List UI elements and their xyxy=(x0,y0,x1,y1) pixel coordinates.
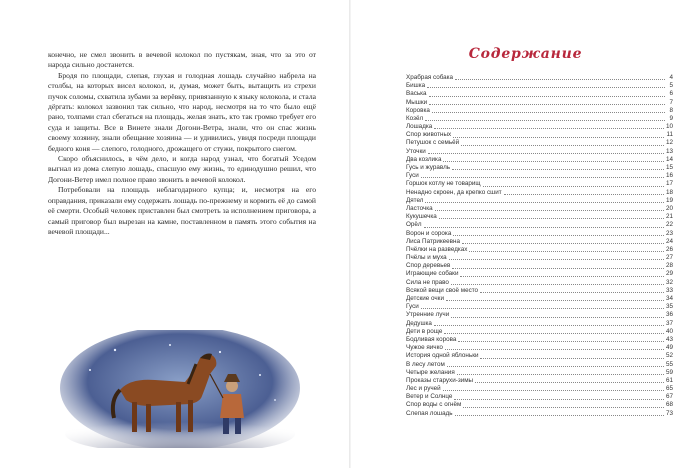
toc-leader-dots xyxy=(444,333,664,334)
toc-entry-page: 34 xyxy=(665,295,673,303)
toc-entry[interactable] xyxy=(406,180,673,188)
toc-entry-page: 36 xyxy=(665,311,673,319)
toc-entry[interactable] xyxy=(406,402,673,410)
toc-leader-dots xyxy=(451,284,664,285)
toc-entry-page: 73 xyxy=(665,409,673,417)
toc-entry-title: Кукушечка xyxy=(406,213,437,221)
toc-leader-dots xyxy=(427,87,665,88)
toc-entry-title: Чужое яичко xyxy=(406,344,443,352)
toc-entry[interactable] xyxy=(406,156,673,164)
toc-entry-page: 17 xyxy=(665,180,673,188)
toc-entry-page: 8 xyxy=(669,106,673,114)
toc-entry-page: 24 xyxy=(665,237,673,245)
toc-entry[interactable] xyxy=(406,123,673,131)
toc-leader-dots xyxy=(452,268,664,269)
toc-entry[interactable] xyxy=(406,189,673,197)
toc-entry-page: 18 xyxy=(665,188,673,196)
toc-entry-title: Мышки xyxy=(406,98,428,106)
toc-leader-dots xyxy=(480,358,664,359)
toc-entry-title: Гусь и журавль xyxy=(406,164,451,172)
toc-entry-title: Гуси xyxy=(406,172,419,180)
left-page xyxy=(0,0,349,468)
toc-entry-title: В лесу летом xyxy=(406,360,445,368)
toc-leader-dots xyxy=(452,169,664,170)
toc-leader-dots xyxy=(453,137,664,138)
toc-leader-dots xyxy=(421,177,664,178)
toc-leader-dots xyxy=(429,96,665,97)
toc-leader-dots xyxy=(449,259,664,260)
toc-leader-dots xyxy=(457,374,664,375)
toc-entry-page: 14 xyxy=(665,155,673,163)
toc-leader-dots xyxy=(425,120,665,121)
toc-entry-title: Горшок котлу не товарищ xyxy=(406,180,481,188)
toc-leader-dots xyxy=(434,325,664,326)
toc-entry-page: 68 xyxy=(665,401,673,409)
toc-entry-page: 67 xyxy=(665,393,673,401)
toc-entry-title: Пчёлки на разведках xyxy=(406,245,468,253)
toc-entry-page: 21 xyxy=(665,213,673,221)
toc-entry[interactable] xyxy=(406,320,673,328)
toc-entry-title: Уточки xyxy=(406,147,426,155)
toc-entry-title: Ненадно скроен, да крепко сшит xyxy=(406,188,502,196)
toc-entry-title: Гуси xyxy=(406,303,419,311)
toc-entry-page: 37 xyxy=(665,319,673,327)
toc-entry[interactable] xyxy=(406,369,673,377)
toc-entry-title: Два козлика xyxy=(406,155,442,163)
toc-entry-title: Пчёлы и муха xyxy=(406,254,447,262)
toc-entry-page: 22 xyxy=(665,221,673,229)
toc-leader-dots xyxy=(435,210,664,211)
toc-entry[interactable] xyxy=(406,377,673,385)
toc-entry[interactable] xyxy=(406,238,673,246)
toc-leader-dots xyxy=(439,218,664,219)
toc-entry-page: 9 xyxy=(669,114,673,122)
toc-entry-title: Бишка xyxy=(406,82,426,90)
toc-entry[interactable] xyxy=(406,148,673,156)
toc-entry-page: 19 xyxy=(665,196,673,204)
toc-entry-page: 26 xyxy=(665,245,673,253)
toc-entry-title: Ветер и Солнце xyxy=(406,393,453,401)
toc-entry[interactable] xyxy=(406,197,673,205)
toc-entry-title: Орёл xyxy=(406,221,422,229)
toc-entry-page: 13 xyxy=(665,147,673,155)
toc-entry-page: 28 xyxy=(665,262,673,270)
toc-entry[interactable] xyxy=(406,74,673,82)
toc-leader-dots xyxy=(447,366,664,367)
toc-entry[interactable] xyxy=(406,287,673,295)
toc-leader-dots xyxy=(460,276,664,277)
toc-entry[interactable] xyxy=(406,271,673,279)
toc-entry-page: 20 xyxy=(665,204,673,212)
toc-entry-title: Лошадка xyxy=(406,123,433,131)
toc-entry-page: 55 xyxy=(665,360,673,368)
toc-entry[interactable] xyxy=(406,205,673,213)
toc-entry-title: Сила не право xyxy=(406,278,449,286)
toc-entry-page: 5 xyxy=(669,82,673,90)
toc-entry-page: 7 xyxy=(669,98,673,106)
right-page xyxy=(351,0,700,468)
toc-entry-title: Бодливая корова xyxy=(406,335,457,343)
story-text xyxy=(48,50,316,237)
toc-entry[interactable] xyxy=(406,279,673,287)
toc-entry-title: Спор животных xyxy=(406,131,452,139)
toc-entry-title: Играющие собаки xyxy=(406,270,459,278)
toc-entry-title: Спор деревьев xyxy=(406,262,451,270)
toc-entry[interactable] xyxy=(406,385,673,393)
toc-entry-page: 12 xyxy=(665,139,673,147)
toc-leader-dots xyxy=(463,407,664,408)
toc-entry[interactable] xyxy=(406,311,673,319)
toc-entry-page: 15 xyxy=(665,164,673,172)
illustration-horse-and-man xyxy=(60,330,300,448)
toc-entry-title: Проказы старухи-зимы xyxy=(406,376,474,384)
toc-entry[interactable] xyxy=(406,361,673,369)
toc-entry-page: 23 xyxy=(665,229,673,237)
toc-entry[interactable] xyxy=(406,82,673,90)
toc-entry[interactable] xyxy=(406,172,673,180)
toc-leader-dots xyxy=(446,300,664,301)
toc-entry[interactable] xyxy=(406,230,673,238)
toc-entry[interactable] xyxy=(406,336,673,344)
toc-entry-title: Ворон и сорока xyxy=(406,229,452,237)
toc-leader-dots xyxy=(504,194,664,195)
toc-entry-title: Ласточка xyxy=(406,204,433,212)
toc-entry-page: 52 xyxy=(665,352,673,360)
toc-entry[interactable] xyxy=(406,99,673,107)
toc-entry[interactable] xyxy=(406,107,673,115)
toc-leader-dots xyxy=(434,128,664,129)
toc-entry-title: Козёл xyxy=(406,114,424,122)
toc-entry-title: Всякой вещи своё место xyxy=(406,286,479,294)
toc-entry-page: 11 xyxy=(666,131,673,139)
toc-entry-page: 29 xyxy=(665,270,673,278)
toc-entry-title: Храбрая собака xyxy=(406,73,454,81)
toc-leader-dots xyxy=(445,349,664,350)
toc-leader-dots xyxy=(469,251,664,252)
toc-leader-dots xyxy=(443,161,664,162)
toc-entry-title: Дятел xyxy=(406,196,424,204)
toc-entry[interactable] xyxy=(406,254,673,262)
toc-entry[interactable] xyxy=(406,393,673,401)
toc-entry-page: 32 xyxy=(665,278,673,286)
toc-leader-dots xyxy=(425,202,664,203)
toc-leader-dots xyxy=(483,186,664,187)
toc-entry-page: 40 xyxy=(665,327,673,335)
toc-entry-page: 59 xyxy=(665,368,673,376)
toc-entry-title: Васька xyxy=(406,90,427,98)
toc-entry[interactable] xyxy=(406,90,673,98)
toc-entry-title: Детские очки xyxy=(406,295,444,303)
toc-entry[interactable] xyxy=(406,164,673,172)
toc-entry[interactable] xyxy=(406,213,673,221)
table-of-contents xyxy=(406,74,673,418)
toc-entry[interactable] xyxy=(406,295,673,303)
toc-title: Содержание xyxy=(468,46,583,62)
toc-leader-dots xyxy=(421,308,664,309)
toc-entry[interactable] xyxy=(406,140,673,148)
toc-entry[interactable] xyxy=(406,352,673,360)
story-paragraph: Потребовали на площадь неблагодарного купца; и, несмотря на его оправдания, приказали ему содержать лошадь по-прежнему и кормить её до самой её смерти. Особый человек приставлен был смотреть за исполнением приговора, а самый приговор был вырезан на камне, поставленном в память этого события на вечевой площади... xyxy=(48,185,316,236)
toc-entry-page: 33 xyxy=(665,286,673,294)
toc-entry[interactable] xyxy=(406,303,673,311)
toc-entry[interactable] xyxy=(406,410,673,418)
toc-entry-title: Утренние лучи xyxy=(406,311,450,319)
toc-leader-dots xyxy=(443,390,664,391)
toc-leader-dots xyxy=(461,145,664,146)
toc-entry-title: История одной яблоньки xyxy=(406,352,479,360)
toc-leader-dots xyxy=(428,153,664,154)
story-paragraph: Скоро объяснилось, в чём дело, и когда народ узнал, что богатый Уседом выгнал из дома слепую лошадь, спасшую ему жизнь, то единодушно решил, что Догони-Ветер имел полное право звонить в вечевой колокол. xyxy=(48,154,316,184)
toc-entry-page: 35 xyxy=(665,303,673,311)
toc-leader-dots xyxy=(429,104,665,105)
toc-leader-dots xyxy=(454,399,664,400)
toc-entry-page: 49 xyxy=(665,344,673,352)
toc-entry-page: 16 xyxy=(665,172,673,180)
toc-entry-title: Петушок с семьёй xyxy=(406,139,460,147)
toc-entry-title: Лес и ручей xyxy=(406,385,441,393)
story-paragraph: Бродя по площади, слепая, глухая и голодная лошадь случайно набрела на столбы, на которых висел колокол, и, думая, может быть, вытащить из стрехи пучок соломы, схватила зубами за верёвку, привязанную к языку колокола, и стала дёргать: колокол зазвонил так сильно, что народ, несмотря на то что было ещё рано, толпами стал сбегаться на площадь, желая знать, кто так громко требует его суда и защиты. Все в Винете знали Догони-Ветра, знали, что он спас жизнь своему хозяину, знали обещание хозяина — и удивились, увидя посреди площади бедного коня — слепого, голодного, дрожащего от стужи, покрытого снегом. xyxy=(48,70,316,153)
toc-entry[interactable] xyxy=(406,221,673,229)
story-paragraph: конечно, не смел звонить в вечевой колокол по пустякам, зная, что за это от народа сильно достанется. xyxy=(48,50,316,70)
toc-entry[interactable] xyxy=(406,115,673,123)
toc-leader-dots xyxy=(424,227,664,228)
toc-leader-dots xyxy=(451,317,664,318)
toc-entry[interactable] xyxy=(406,328,673,336)
toc-entry-title: Лиса Патрикеевна xyxy=(406,237,460,245)
toc-entry-page: 10 xyxy=(665,123,673,131)
toc-entry-title: Коровка xyxy=(406,106,430,114)
toc-leader-dots xyxy=(432,112,665,113)
toc-entry-page: 4 xyxy=(669,73,673,81)
toc-entry-title: Дедушка xyxy=(406,319,432,327)
toc-leader-dots xyxy=(455,415,664,416)
toc-entry[interactable] xyxy=(406,246,673,254)
toc-entry-title: Слепая лошадь xyxy=(406,409,453,417)
toc-leader-dots xyxy=(453,235,664,236)
toc-entry-page: 6 xyxy=(669,90,673,98)
toc-entry-title: Четыре желания xyxy=(406,368,455,376)
toc-leader-dots xyxy=(458,341,664,342)
toc-entry-page: 65 xyxy=(665,385,673,393)
toc-entry-page: 61 xyxy=(665,376,673,384)
toc-entry-page: 27 xyxy=(665,254,673,262)
toc-leader-dots xyxy=(480,292,664,293)
toc-leader-dots xyxy=(475,382,664,383)
toc-leader-dots xyxy=(462,243,664,244)
toc-entry-title: Спор воды с огнём xyxy=(406,401,462,409)
toc-leader-dots xyxy=(455,79,665,80)
toc-entry-page: 43 xyxy=(665,335,673,343)
toc-entry-title: Дети в роще xyxy=(406,327,443,335)
